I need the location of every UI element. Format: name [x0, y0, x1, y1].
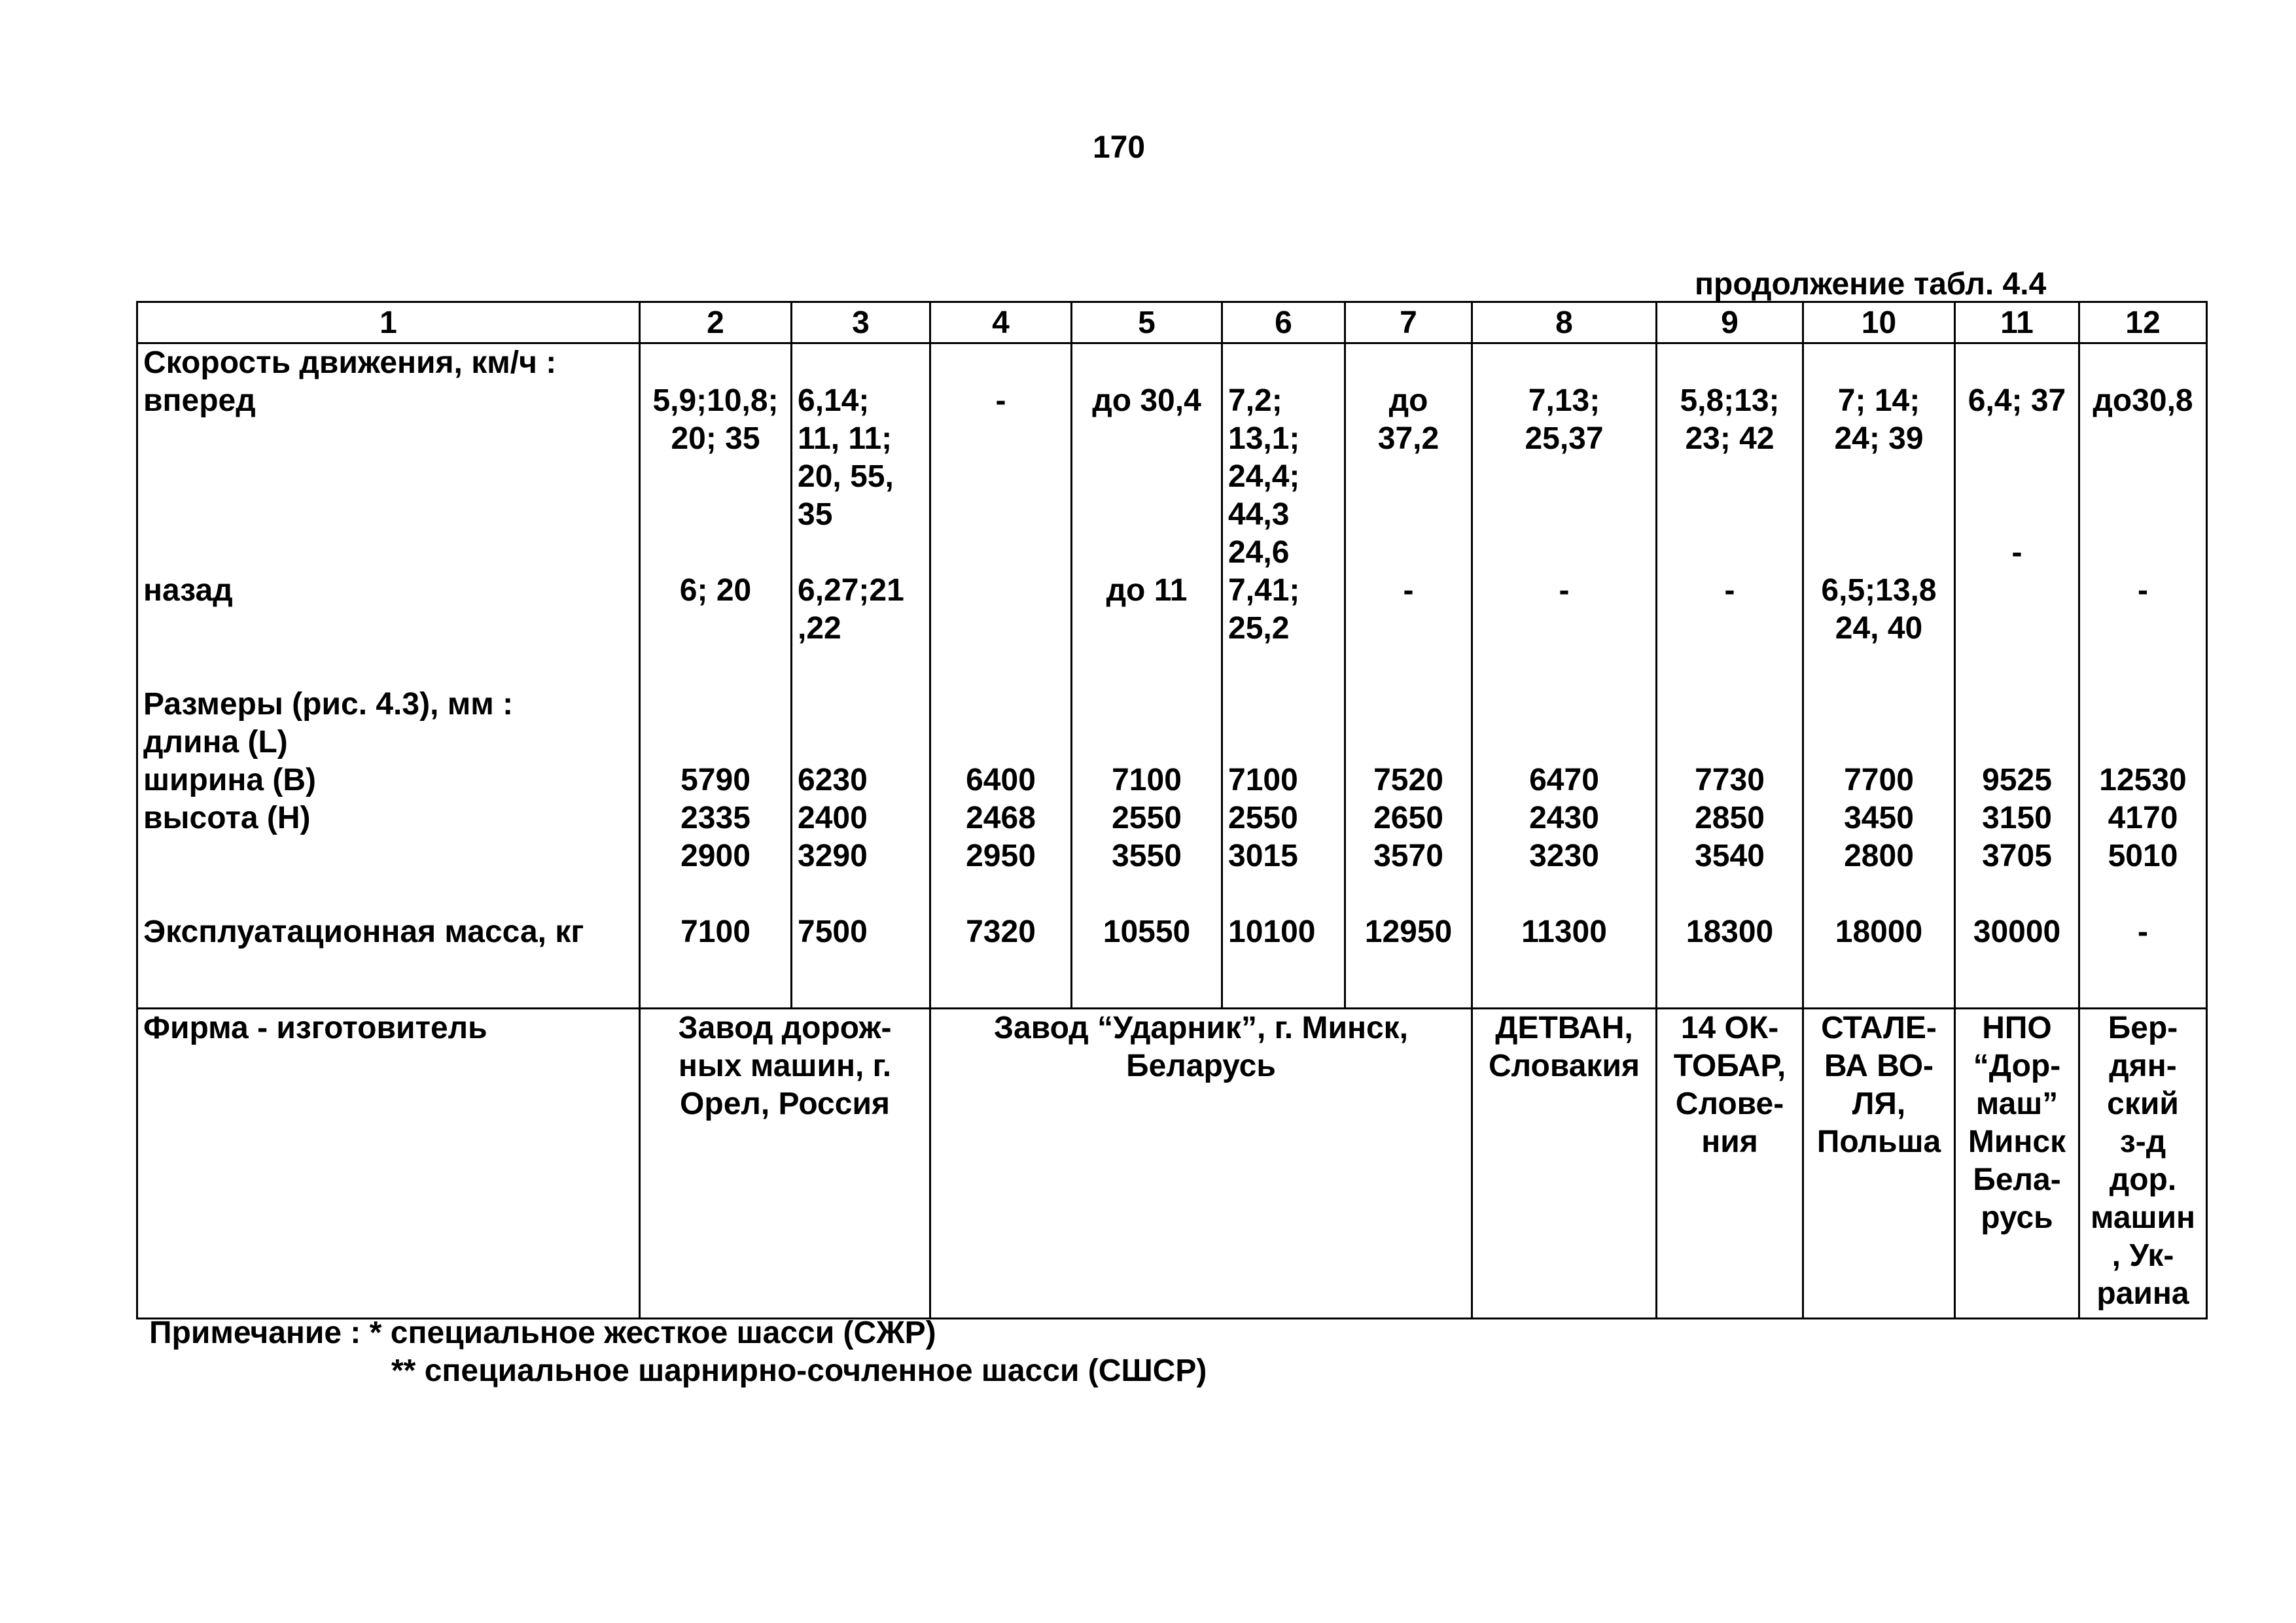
table-cell: до 37,2 - 7520 2650 3570 12950: [1345, 343, 1472, 1009]
table-cell: 7,2; 13,1; 24,4; 44,3 24,6 7,41; 25,2 7100 2550 3015 10100: [1222, 343, 1345, 1009]
manufacturer-cell: ДЕТВАН, Словакия: [1472, 1009, 1657, 1319]
manufacturer-cell: 14 ОК- ТОБАР, Слове- ния: [1657, 1009, 1803, 1319]
column-header: 8: [1472, 302, 1657, 343]
manufacturer-cell: СТАЛЕ- ВА ВО- ЛЯ, Польша: [1803, 1009, 1955, 1319]
table-cell: 7; 14; 24; 39 6,5;13,8 24, 40 7700 3450 2800 18000: [1803, 343, 1955, 1009]
table-cell: до 30,4 до 11 7100 2550 3550 10550: [1072, 343, 1222, 1009]
table-cell: 5,9;10,8; 20; 35 6; 20 5790 2335 2900 7100: [640, 343, 792, 1009]
table-caption: продолжение табл. 4.4: [1695, 267, 2047, 302]
column-header: 2: [640, 302, 792, 343]
page-number: 170: [1092, 130, 1146, 165]
column-header: 7: [1345, 302, 1472, 343]
manufacturer-cell: Завод “Ударник”, г. Минск, Беларусь: [930, 1009, 1472, 1319]
manufacturer-cell: НПО “Дор- маш” Минск Бела- русь: [1955, 1009, 2079, 1319]
note-line: ** специальное шарнирно-сочленное шасси (СШСР): [391, 1353, 1207, 1388]
column-header: 11: [1955, 302, 2079, 343]
column-header: 5: [1072, 302, 1222, 343]
column-header: 6: [1222, 302, 1345, 343]
manufacturer-row: [137, 1009, 2207, 1319]
body-row: [137, 343, 2207, 1009]
table-cell: до30,8 - 12530 4170 5010 -: [2079, 343, 2207, 1009]
manufacturer-cell: Завод дорож- ных машин, г. Орел, Россия: [640, 1009, 930, 1319]
manufacturer-label: Фирма - изготовитель: [137, 1009, 640, 1319]
column-header: 12: [2079, 302, 2207, 343]
spec-table: [136, 301, 2208, 1319]
manufacturer-cell: Бер- дян- ский з-д дор. машин , Ук- раина: [2079, 1009, 2207, 1319]
table-cell: 5,8;13; 23; 42 - 7730 2850 3540 18300: [1657, 343, 1803, 1009]
table-cell: - 6400 2468 2950 7320: [930, 343, 1072, 1009]
note-line: Примечание : * специальное жесткое шасси (СЖР): [149, 1316, 936, 1350]
header-row: [137, 302, 2207, 343]
column-header: 3: [792, 302, 930, 343]
table-cell: 7,13; 25,37 - 6470 2430 3230 11300: [1472, 343, 1657, 1009]
column-header: 10: [1803, 302, 1955, 343]
table-cell: 6,14; 11, 11; 20, 55, 35 6,27;21 ,22 6230 2400 3290 7500: [792, 343, 930, 1009]
column-header: 1: [137, 302, 640, 343]
row-labels: Скорость движения, км/ч : вперед назад Размеры (рис. 4.3), мм : длина (L) ширина (B) высота (H) Эксплуатационная масса, кг: [137, 343, 640, 1009]
table-cell: 6,4; 37 - 9525 3150 3705 30000: [1955, 343, 2079, 1009]
column-header: 4: [930, 302, 1072, 343]
column-header: 9: [1657, 302, 1803, 343]
